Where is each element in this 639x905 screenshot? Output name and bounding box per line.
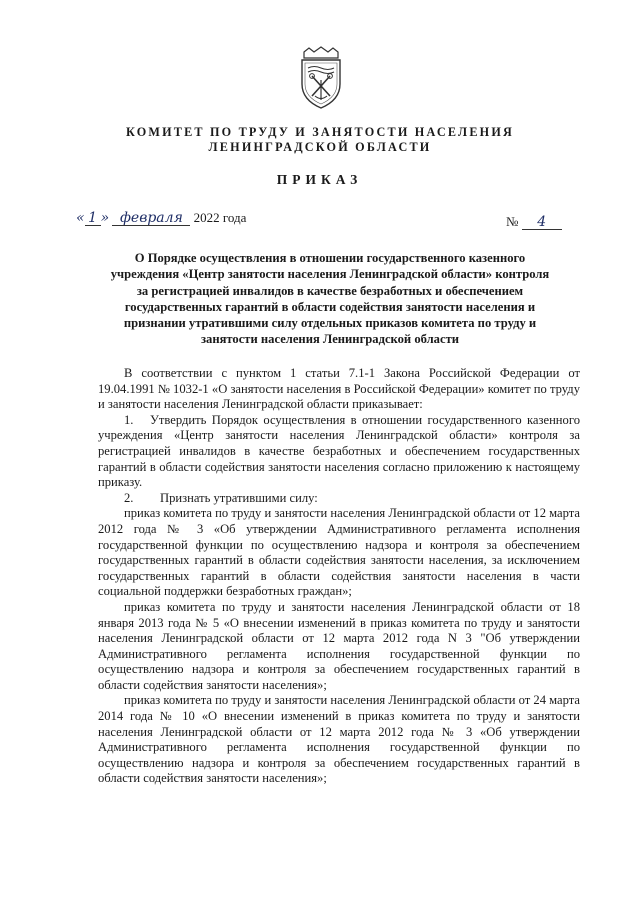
heading-line: учреждения «Центр занятости населения Ленинградской области» контроля [110, 267, 550, 282]
leningrad-oblast-coat-of-arms-icon [296, 46, 346, 110]
preamble-paragraph: В соответствии с пунктом 1 статьи 7.1-1 Закона Российской Федерации от 19.04.1991 № 1032-1 «О занятости населения в Российской Федерации» комитет по труду и занятости населения Ленинградской области приказывает: [98, 366, 580, 412]
number-label: № [506, 214, 519, 229]
organization-name-line-2: ЛЕНИНГРАДСКОЙ ОБЛАСТИ [208, 140, 432, 154]
clause-2-text: Признать утратившими силу: [160, 490, 318, 505]
document-heading [70, 250, 590, 348]
order-number [506, 214, 562, 230]
date-day: 1 [85, 211, 101, 226]
heading-line: признании утратившими силу отдельных приказов комитета по труду и [123, 316, 537, 331]
date-open-quote: « [76, 210, 85, 226]
heading-line: государственных гарантий в области содействия занятости населения и [124, 299, 536, 314]
heading-line: занятости населения Ленинградской области [200, 332, 460, 347]
order-date [76, 210, 246, 226]
document-body [98, 366, 580, 787]
date-close-quote: » [100, 210, 110, 226]
document-type-title: ПРИКАЗ [276, 172, 363, 187]
date-month: февраля [112, 211, 190, 226]
organization-name-line-1: КОМИТЕТ ПО ТРУДУ И ЗАНЯТОСТИ НАСЕЛЕНИЯ [125, 125, 515, 139]
number-value: 4 [522, 215, 562, 230]
repealed-order-1: приказ комитета по труду и занятости населения Ленинградской области от 12 марта 2012 года № 3 «Об утверждении Административного регламента исполнения государственной функции по осуществлению надзора и контроля за обеспечением государственных гарантий в области содействия занятости населения, за исключением государственных гарантий в области содействия занятости населения в части социальной поддержки безработных граждан»; [98, 506, 580, 599]
clause-1 [98, 413, 580, 491]
repealed-order-2: приказ комитета по труду и занятости населения Ленинградской области от 18 января 2013 года № 5 «О внесении изменений в приказ комитета по труду и занятости населения Ленинградской области от 12 марта 2012 года N 3 "Об утверждении Административного регламента исполнения государственной функции по осуществлению надзора и контроля за обеспечением государственных гарантий в области содействия занятости населения»; [98, 599, 580, 692]
heading-line: О Порядке осуществления в отношении государственного казенного [134, 251, 526, 265]
repealed-order-3: приказ комитета по труду и занятости населения Ленинградской области от 24 марта 2014 года № 10 «О внесении изменений в приказ комитета по труду и занятости населения Ленинградской области от 12 марта 2012 года № 3 «Об утверждении Административного регламента исполнения государственной функции по осуществлению надзора и контроля за обеспечением государственных гарантий в области содействия занятости населения»; [98, 693, 580, 786]
date-year: 2022 года [193, 210, 247, 225]
clause-2-number: 2. [124, 490, 134, 505]
heading-line: за регистрацией инвалидов в качестве безработных и обеспечением [136, 283, 524, 298]
clause-2 [98, 491, 580, 507]
clause-1-text: Утвердить Порядок осуществления в отношении государственного казенного учреждения «Центр занятости населения Ленинградской области» контроля за регистрацией инвалидов в качестве безработных и обеспечением государственных гарантий в области содействия занятости населения согласно приложению к настоящему приказу. [98, 412, 580, 490]
clause-1-number: 1. [124, 412, 134, 427]
